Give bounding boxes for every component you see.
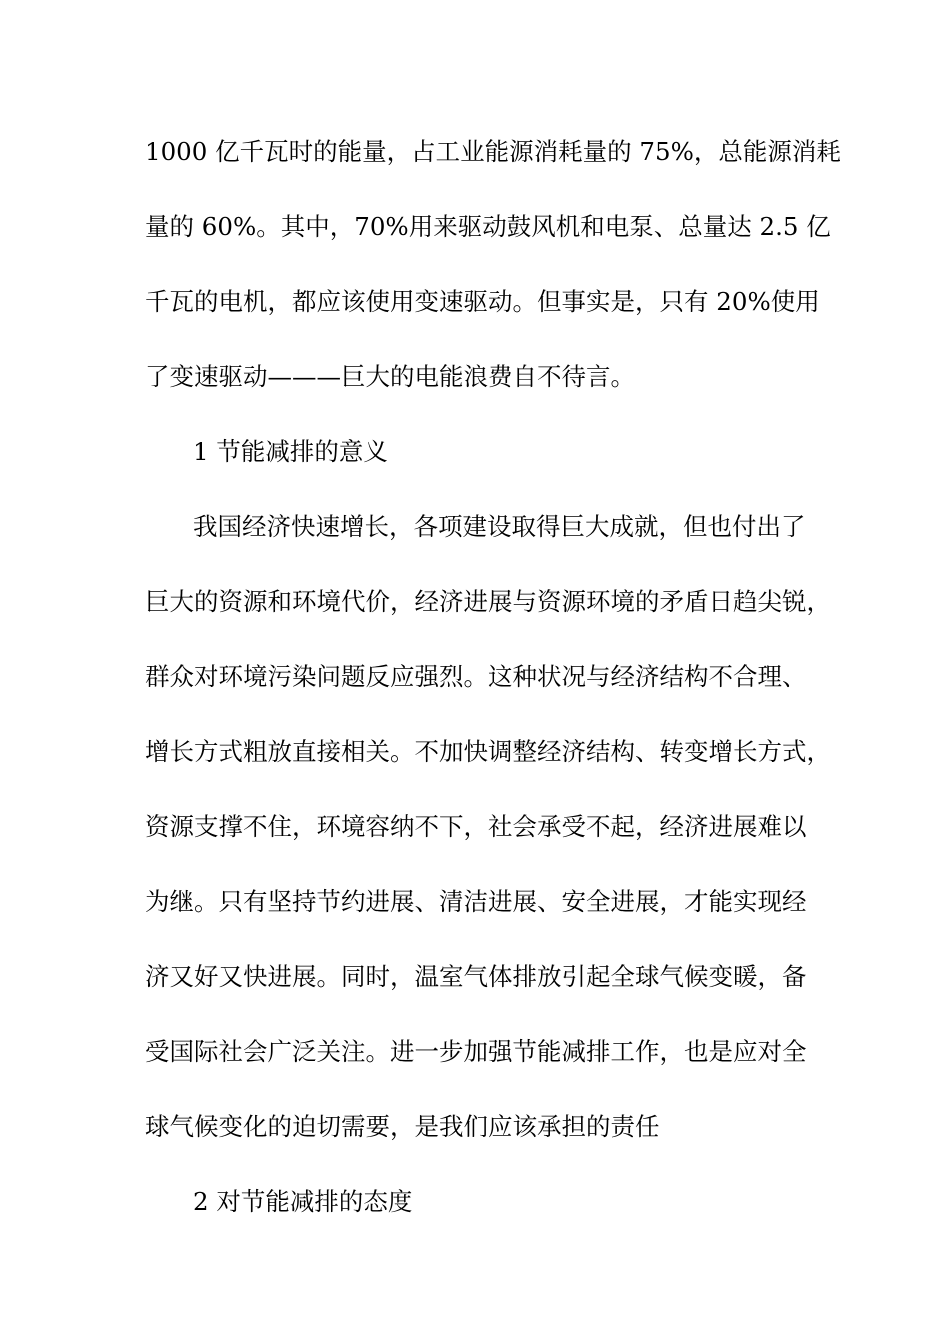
paragraph-line: 量的 60%。其中，70%用来驱动鼓风机和电泵、总量达 2.5 亿 <box>145 212 831 241</box>
paragraph-line: 球气候变化的迫切需要，是我们应该承担的责任 <box>145 1112 660 1141</box>
paragraph-line: 巨大的资源和环境代价，经济进展与资源环境的矛盾日趋尖锐， <box>145 587 831 616</box>
paragraph-line: 1000 亿千瓦时的能量，占工业能源消耗量的 75%，总能源消耗 <box>145 137 841 166</box>
paragraph-line: 受国际社会广泛关注。进一步加强节能减排工作，也是应对全 <box>145 1037 807 1066</box>
paragraph-line: 我国经济快速增长，各项建设取得巨大成就，但也付出了 <box>193 512 806 541</box>
paragraph-line: 千瓦的电机，都应该使用变速驱动。但事实是，只有 20%使用 <box>145 287 820 316</box>
paragraph-line: 了变速驱动———巨大的电能浪费自不待言。 <box>145 362 635 391</box>
paragraph-line: 为继。只有坚持节约进展、清洁进展、安全进展，才能实现经 <box>145 887 807 916</box>
paragraph-line: 资源支撑不住，环境容纳不下，社会承受不起，经济进展难以 <box>145 812 807 841</box>
section-heading-1: 1 节能减排的意义 <box>193 437 388 466</box>
paragraph-line: 济又好又快进展。同时，温室气体排放引起全球气候变暖，备 <box>145 962 807 991</box>
paragraph-line: 群众对环境污染问题反应强烈。这种状况与经济结构不合理、 <box>145 662 807 691</box>
section-heading-2: 2 对节能减排的态度 <box>193 1187 413 1216</box>
paragraph-line: 增长方式粗放直接相关。不加快调整经济结构、转变增长方式， <box>145 737 831 766</box>
